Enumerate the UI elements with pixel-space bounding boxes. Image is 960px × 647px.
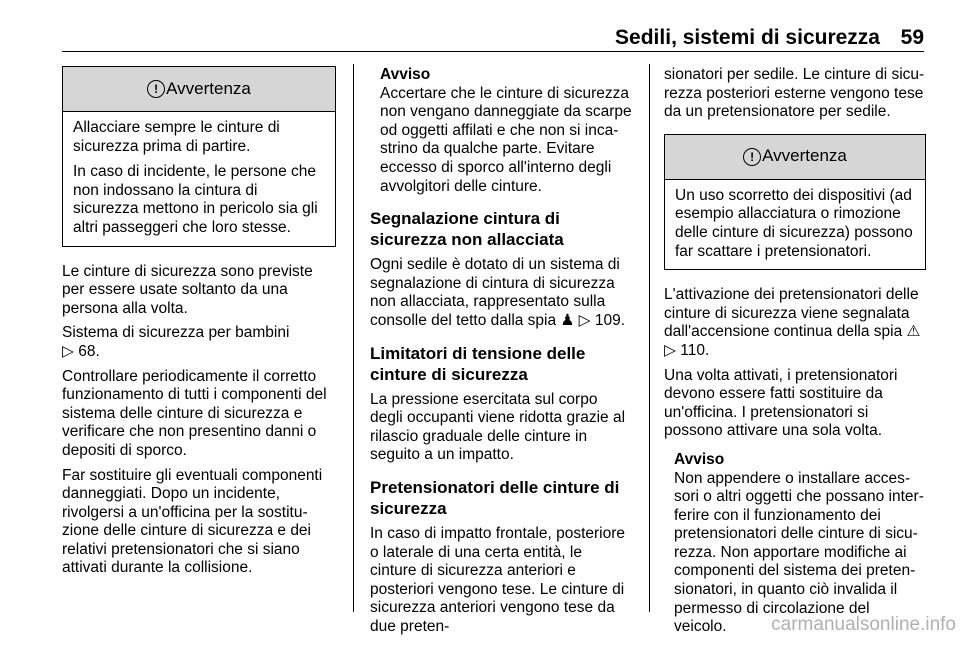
airbag-warning-icon: ⚠ — [906, 323, 921, 341]
note-text: Non appendere o installare accessori o altri oggetti che possano interferire con il funzionamento dei pretensionatori delle cinture di sicurezza. Non apportare modifiche ai componenti del sistema dei pretensionatori, in quanto ciò invalida il permesso di circolazione del veicolo. — [674, 469, 924, 636]
note-title: Avviso — [380, 66, 431, 83]
warning-text: Un uso scorretto dei dispositivi (ad esempio allacciatura o rimozione delle cinture di sicurezza) possono far scattare i pretensionatori. — [675, 186, 913, 260]
paragraph: Una volta attivati, i pretensionatori devono essere fatti sostituire da un'officina. I pretensionatori si possono attivare una sola volta. — [664, 366, 898, 440]
warning-body — [665, 180, 925, 269]
warning-icon: ! — [743, 148, 761, 166]
note-text: Accertare che le cinture di sicurezza non vengano danneggiate da scarpe od oggetti affilati e che non si incastrino da qualche parte. Evitare eccesso di sporco all'interno degli avvolgitori delle cinture. — [380, 84, 632, 195]
column-divider-1 — [353, 64, 354, 612]
paragraph: Sistema di sicurezza per bambini ▷ 68. — [62, 324, 290, 360]
warning-box — [664, 134, 926, 270]
page-ref-icon: ▷ — [578, 311, 591, 329]
page-ref[interactable]: 110. — [680, 341, 710, 359]
note-title: Avviso — [674, 450, 725, 468]
page-header-title: Sedili, sistemi di sicurezza — [615, 26, 880, 49]
section-heading: Pretensionatori delle cinture di sicurezza — [370, 477, 620, 518]
paragraph: In caso di impatto frontale, posteriore o laterale di una certa entità, le cinture di sicurezza anteriori e posteriori vengono tese. Le cinture di sicurezza anteriori vengono tese da due preten- — [370, 524, 626, 635]
page-ref-icon: ▷ — [664, 341, 676, 359]
header-divider — [62, 51, 924, 52]
note-box — [674, 451, 926, 637]
warning-icon: ! — [147, 80, 165, 98]
section-heading: Segnalazione cintura di sicurezza non allacciata — [370, 209, 564, 250]
warning-box — [62, 66, 336, 247]
warning-header — [665, 135, 925, 180]
column-divider-2 — [649, 64, 650, 612]
page-ref-icon: ▷ — [62, 342, 74, 360]
column-1 — [62, 66, 336, 584]
note-box — [380, 66, 632, 196]
watermark: carmanualsonline.info — [771, 614, 956, 635]
page-number: 59 — [900, 26, 924, 49]
paragraph: Controllare periodicamente il corretto funzionamento di tutti i componenti del sistema delle cinture di sicurezza e verificare che non presentino danni o depositi di sporco. — [62, 367, 327, 459]
warning-title: Avvertenza — [166, 78, 251, 98]
paragraph: Ogni sedile è dotato di un sistema di segnalazione di cintura di sicurezza non allacciata, rappresentato sulla consolle del tetto dalla spia ♟ ▷ 109. — [370, 256, 626, 329]
warning-text: In caso di incidente, le persone che non indossano la cintura di sicurezza mettono in pericolo sia gli altri passeggeri che loro stesse. — [73, 163, 318, 236]
paragraph: Le cinture di sicurezza sono previste per essere usate soltanto da una persona alla volta. — [62, 262, 313, 317]
paragraph: La pressione esercitata sul corpo degli occupanti viene ridotta grazie al rilascio graduale delle cinture in seguito a un impatto. — [370, 390, 626, 464]
column-2 — [370, 66, 632, 642]
warning-header — [63, 67, 335, 112]
warning-text: Allacciare sempre le cinture di sicurezza prima di partire. — [73, 119, 280, 155]
paragraph: Far sostituire gli eventuali componenti danneggiati. Dopo un incidente, rivolgersi a un'officina per la sostituzione delle cinture di sicurezza e dei relativi pretensionatori che si siano attivati durante la collisione. — [62, 466, 323, 577]
paragraph: L'attivazione dei pretensionatori delle cinture di sicurezza viene segnalata dall'accensione continua della spia ⚠ ▷ 110. — [664, 286, 921, 359]
paragraph: sionatori per sedile. Le cinture di sicurezza posteriori esterne vengono tese da un pretensionatore per sedile. — [664, 66, 925, 121]
section-heading: Limitatori di tensione delle cinture di sicurezza — [370, 343, 586, 384]
seatbelt-warning-icon: ♟ — [560, 311, 575, 329]
warning-body — [63, 112, 335, 246]
page-ref[interactable]: 109. — [594, 311, 626, 329]
column-3 — [664, 66, 926, 647]
warning-title: Avvertenza — [762, 146, 847, 166]
page-ref[interactable]: 68. — [78, 342, 100, 360]
